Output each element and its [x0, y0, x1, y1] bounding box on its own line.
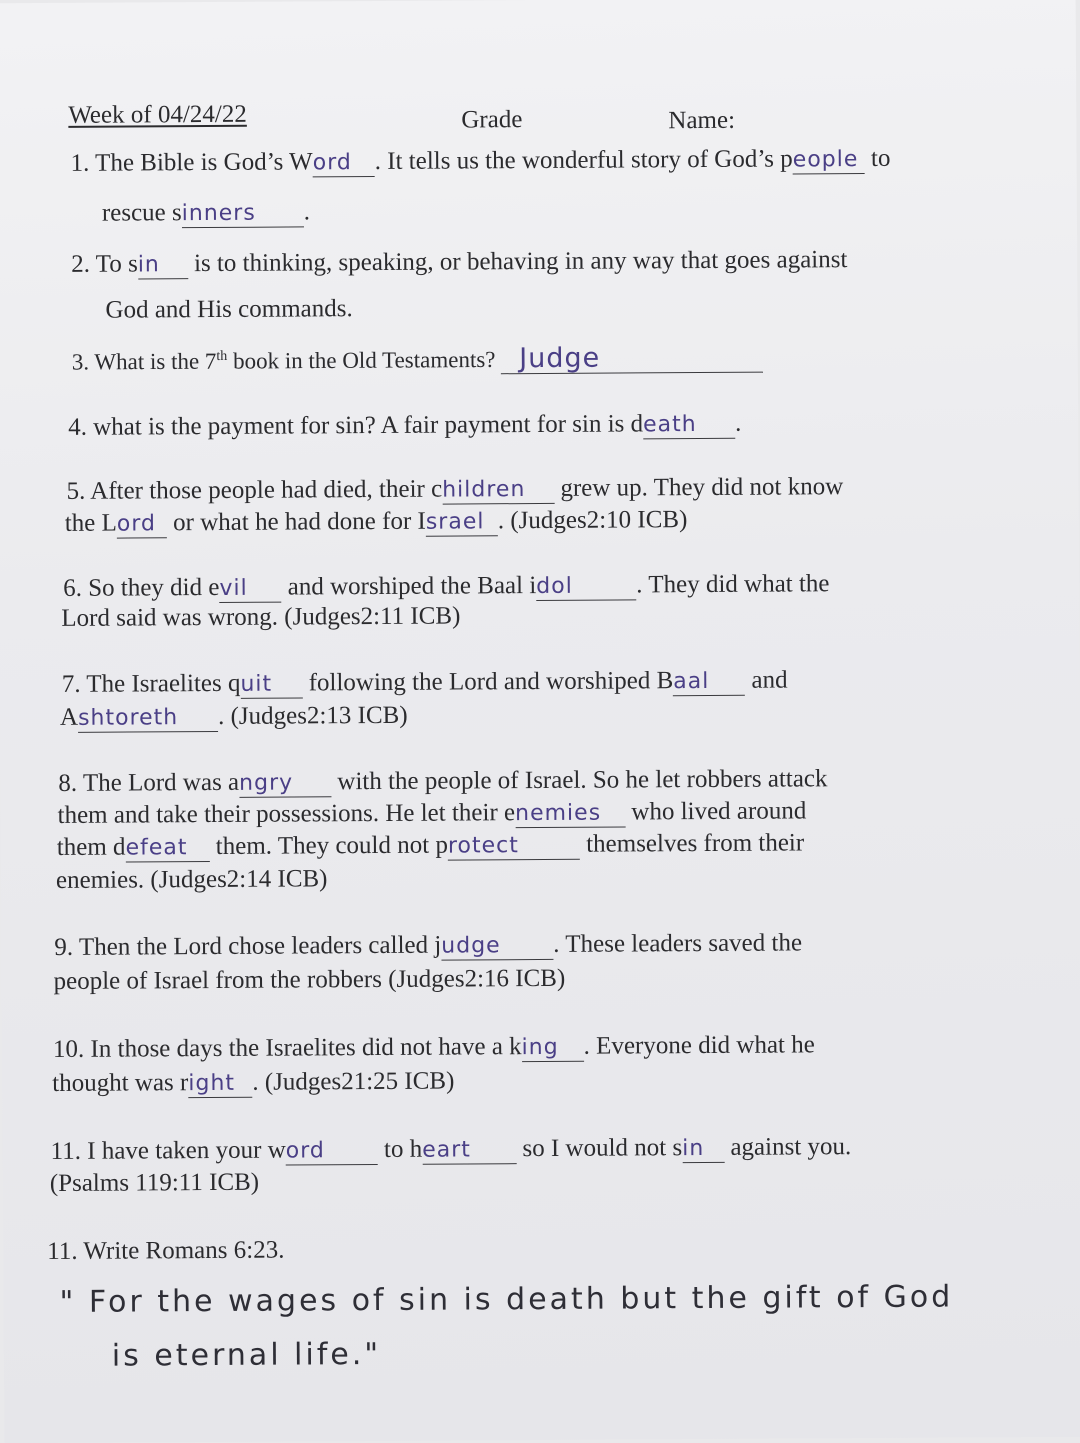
answer-blank: nemies: [515, 799, 625, 828]
answer-blank: eart: [422, 1136, 516, 1165]
question-1-line-2: rescue sinners .: [101, 198, 311, 227]
answer-blank: ing: [522, 1034, 584, 1062]
question-9-line-1: 9. Then the Lord chose leaders called judge . These leaders saved the: [54, 929, 803, 961]
question-7-line-1: 7. The Israelites quit following the Lord and worshiped Baal and: [61, 666, 788, 698]
answer-blank: ord: [313, 149, 375, 177]
handwritten-answer-line-2: is eternal life.": [111, 1336, 382, 1374]
question-10-line-2: thought was right . (Judges21:25 ICB): [52, 1067, 455, 1097]
question-2-line-2: God and His commands.: [105, 295, 353, 324]
question-8-line-1: 8. The Lord was angry with the people of Israel. So he let robbers attack: [58, 765, 828, 797]
answer-blank: in: [682, 1135, 724, 1163]
question-11-line-1: 11. I have taken your word to heart so I would not sin against you.: [50, 1133, 852, 1165]
answer-blank: shtoreth: [78, 704, 218, 733]
answer-blank: udge: [441, 932, 553, 961]
answer-blank: hildren: [442, 476, 554, 505]
answer-blank: aal: [673, 668, 745, 696]
handwritten-answer-line-1: " For the wages of sin is death but the gift of God: [59, 1279, 954, 1320]
question-5-line-1: 5. After those people had died, their children grew up. They did not know: [66, 473, 844, 505]
answer-blank: srael: [426, 508, 498, 536]
answer-blank: inners: [182, 199, 304, 228]
answer-blank: in: [138, 251, 188, 279]
name-label: Name:: [668, 106, 736, 135]
question-6-line-2: Lord said was wrong. (Judges2:11 ICB): [61, 602, 461, 632]
question-8-line-3: them defeat them. They could not protect themselves from their: [56, 829, 805, 861]
question-10-line-1: 10. In those days the Israelites did not have a king . Everyone did what he: [52, 1031, 815, 1063]
answer-blank: eople: [793, 146, 865, 174]
answer-blank: uit: [240, 670, 302, 698]
question-3: 3. What is the 7th book in the Old Testaments? Judge: [72, 339, 764, 378]
answer-blank: eath: [643, 411, 735, 440]
answer-blank: efeat: [125, 834, 209, 863]
question-4: 4. what is the payment for sin? A fair payment for sin is death .: [68, 409, 742, 441]
grade-label: Grade: [461, 106, 523, 134]
question-2-line-1: 2. To sin is to thinking, speaking, or behaving in any way that goes against: [71, 246, 848, 278]
answer-blank: dol: [536, 572, 636, 601]
question-5-line-2: the Lord or what he had done for Israel . (Judges2:10 ICB): [64, 506, 688, 537]
answer-blank: Judge: [501, 344, 763, 374]
answer-blank: rotect: [448, 832, 580, 861]
question-8-line-2: them and take their possessions. He let their enemies who lived around: [57, 797, 807, 829]
answer-blank: vil: [219, 575, 281, 603]
answer-blank: ord: [286, 1137, 378, 1166]
header-row: [68, 100, 247, 131]
question-9-line-2: people of Israel from the robbers (Judges2:16 ICB): [53, 964, 566, 995]
question-1-line-1: 1. The Bible is God’s Word . It tells us the wonderful story of God’s people to: [70, 144, 891, 177]
question-11-line-2: (Psalms 119:11 ICB): [49, 1168, 260, 1198]
answer-blank: ngry: [239, 769, 331, 798]
question-12-prompt: 11. Write Romans 6:23.: [47, 1236, 285, 1266]
question-7-line-2: Ashtoreth . (Judges2:13 ICB): [59, 701, 408, 731]
answer-blank: ord: [117, 510, 167, 538]
week-label: Week of 04/24/22: [68, 100, 247, 129]
answer-blank: ight: [188, 1070, 252, 1098]
question-6-line-1: 6. So they did evil and worshiped the Baal idol . They did what the: [63, 570, 830, 602]
question-8-line-4: enemies. (Judges2:14 ICB): [55, 865, 328, 894]
